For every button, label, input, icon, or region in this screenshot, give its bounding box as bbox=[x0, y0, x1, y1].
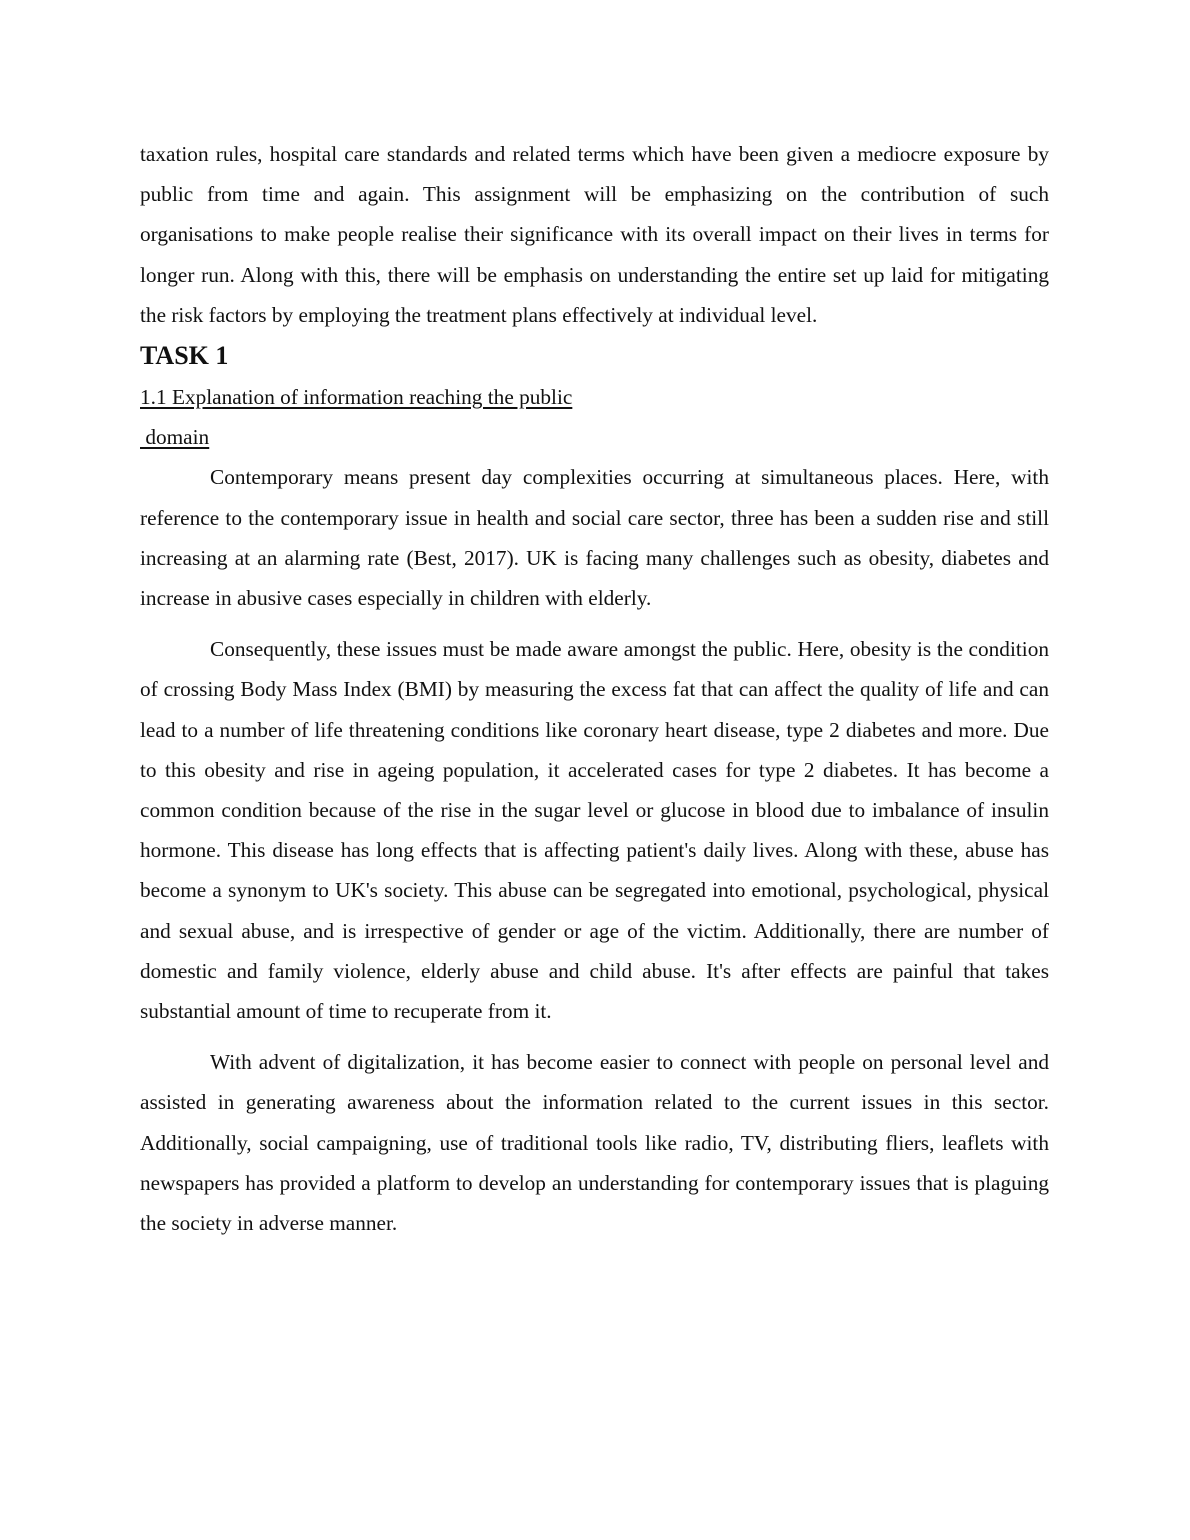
paragraph-consequently: Consequently, these issues must be made aware amongst the public. Here, obesity is the condition of crossing Body Mass Index (BMI) by measuring the excess fat that can affect the quality of life and can lead to a number of life threatening conditions like coronary heart disease, type 2 diabetes and more. Due to this obesity and rise in ageing population, it accelerated cases for type 2 diabetes. It has become a common condition because of the rise in the sugar level or glucose in blood due to imbalance of insulin hormone. This disease has long effects that is affecting patient's daily lives. Along with these, abuse has become a synonym to UK's society. This abuse can be segregated into emotional, psychological, physical and sexual abuse, and is irrespective of gender or age of the victim. Additionally, there are number of domestic and family violence, elderly abuse and child abuse. It's after effects are painful that takes substantial amount of time to recuperate from it. bbox=[140, 637, 1049, 1024]
section-heading bbox=[140, 377, 1049, 457]
paragraph-digitalization: With advent of digitalization, it has become easier to connect with people on personal level and assisted in generating awareness about the information related to the current issues in this sector. Additionally, social campaigning, use of traditional tools like radio, TV, distributing fliers, leaflets with newspapers has provided a platform to develop an understanding for contemporary issues that is plaguing the society in adverse manner. bbox=[140, 1050, 1049, 1236]
section-heading-line1: 1.1 Explanation of information reaching the public bbox=[140, 385, 573, 410]
document-page bbox=[140, 134, 1049, 1243]
intro-paragraph: taxation rules, hospital care standards and related terms which have been given a mediocre exposure by public from time and again. This assignment will be emphasizing on the contribution of such organisations to make people realise their significance with its overall impact on their lives in terms for longer run. Along with this, there will be emphasis on understanding the entire set up laid for mitigating the risk factors by employing the treatment plans effectively at individual level. bbox=[140, 142, 1049, 327]
section-heading-line2: domain bbox=[140, 425, 210, 450]
task-heading: TASK 1 bbox=[140, 341, 229, 371]
paragraph-contemporary: Contemporary means present day complexities occurring at simultaneous places. Here, with reference to the contemporary issue in health and social care sector, three has been a sudden rise and still increasing at an alarming rate (Best, 2017). UK is facing many challenges such as obesity, diabetes and increase in abusive cases especially in children with elderly. bbox=[140, 465, 1049, 611]
